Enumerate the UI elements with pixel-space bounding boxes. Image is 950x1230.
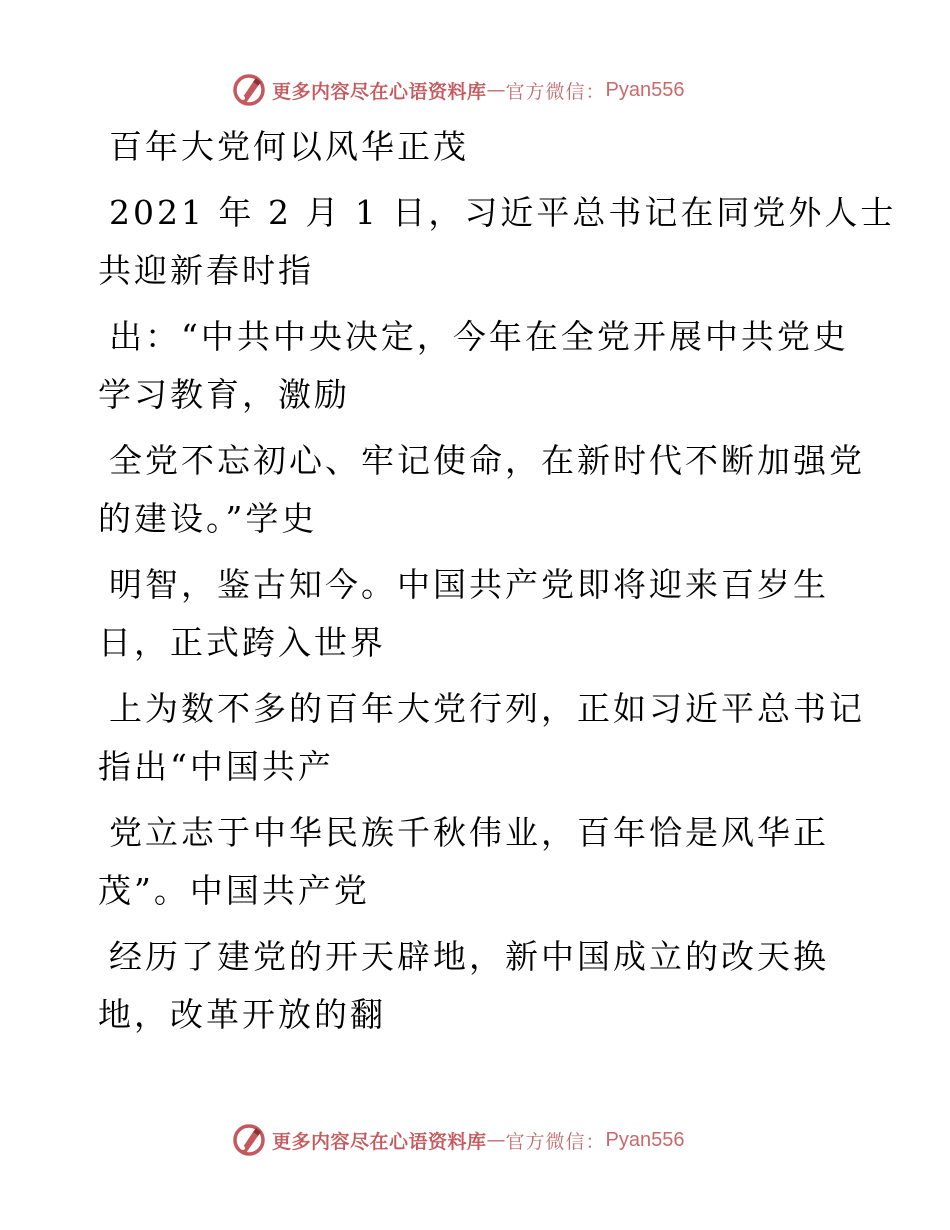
- paragraph-line: 茂”。中国共产党: [98, 871, 370, 910]
- paragraph-2: [98, 308, 858, 424]
- title-line: 百年大党何以风华正茂: [109, 127, 469, 166]
- paragraph-1: [98, 184, 897, 300]
- paragraph-line: 全党不忘初心、牢记使命，在新时代不断加强党: [109, 441, 865, 480]
- paragraph-4: [98, 556, 858, 672]
- paragraph-line: 经历了建党的开天辟地，新中国成立的改天换: [109, 937, 829, 976]
- paragraph-5: [98, 680, 865, 796]
- document-title: [98, 118, 858, 176]
- paragraph-line: 指出“中国共产: [98, 747, 334, 786]
- banner-text: 更多内容尽在心语资料库: [272, 80, 487, 103]
- paragraph-line: 上为数不多的百年大党行列，正如习近平总书记: [109, 689, 865, 728]
- paragraph-6: [98, 804, 858, 920]
- banner-wechat-id: Pyan556: [605, 1128, 685, 1151]
- paragraph-7: [98, 928, 858, 1044]
- banner-wechat-id: Pyan556: [605, 78, 685, 101]
- banner-wechat-label: 官方微信：: [505, 80, 606, 103]
- pen-logo-icon: [232, 73, 266, 107]
- paragraph-line: 出：“中共中央决定，今年在全党开展中共党史: [109, 317, 849, 356]
- paragraph-line: 学习教育，激励: [98, 375, 350, 414]
- paragraph-line: 共迎新春时指: [98, 251, 314, 290]
- footer-watermark-banner: [232, 1120, 685, 1160]
- paragraph-line: 日，正式跨入世界: [98, 623, 386, 662]
- banner-text: 更多内容尽在心语资料库: [272, 1130, 487, 1153]
- header-watermark-banner: [232, 70, 685, 110]
- paragraph-line: 明智，鉴古知今。中国共产党即将迎来百岁生: [109, 565, 829, 604]
- document-body: [98, 118, 897, 1044]
- pen-logo-icon: [232, 1123, 266, 1157]
- banner-separator: —: [486, 1129, 506, 1151]
- banner-separator: —: [486, 79, 506, 101]
- paragraph-3: [98, 432, 865, 548]
- paragraph-line: 地，改革开放的翻: [98, 995, 386, 1034]
- banner-wechat-label: 官方微信：: [505, 1130, 606, 1153]
- paragraph-line: 的建设。”学史: [98, 499, 318, 538]
- paragraph-line: 党立志于中华民族千秋伟业，百年恰是风华正: [109, 813, 829, 852]
- paragraph-line: 2021 年 2 月 1 日，习近平总书记在同党外人士: [109, 193, 897, 232]
